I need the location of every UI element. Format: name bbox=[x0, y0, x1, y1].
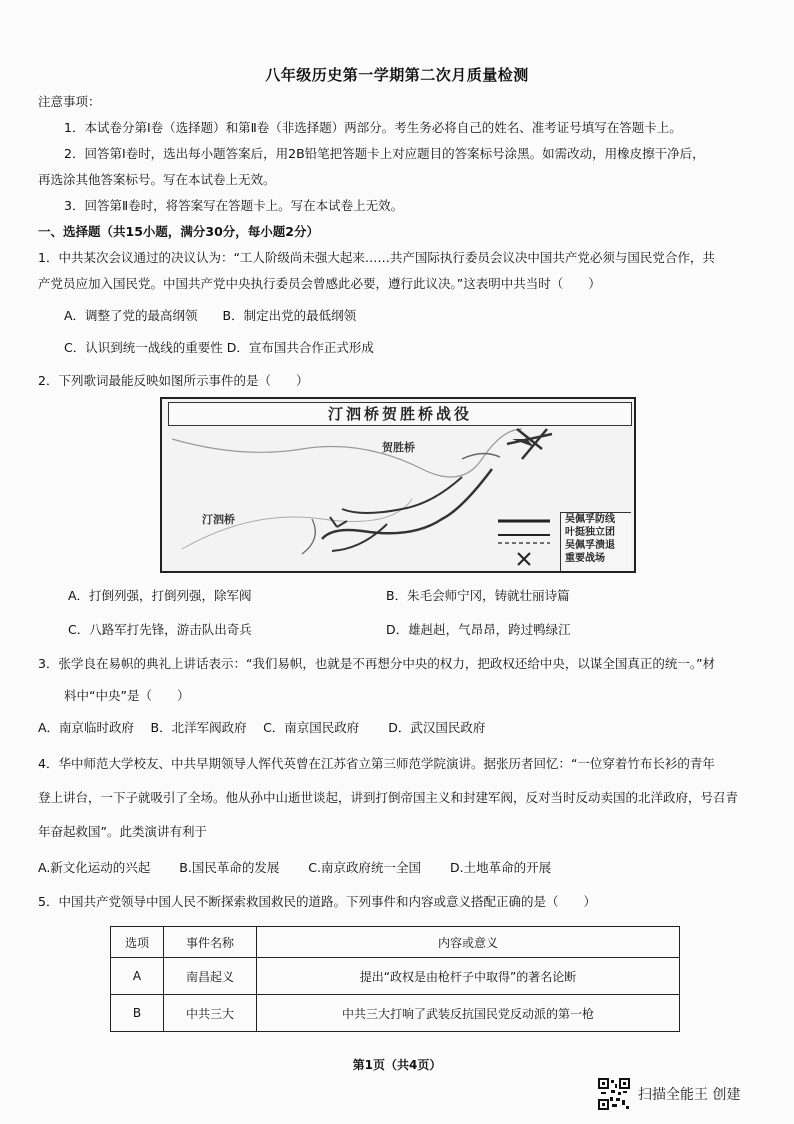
table-cell: B bbox=[111, 995, 164, 1032]
q2-option-b: B．朱毛会师宁冈，铸就壮丽诗篇 bbox=[386, 588, 570, 603]
table-header-cell: 选项 bbox=[111, 927, 164, 958]
notice-item-2: 2．回答第Ⅰ卷时，选出每小题答案后，用2B铅笔把答题卡上对应题目的答案标号涂黑。如需改动，用橡皮擦干净后， bbox=[64, 146, 705, 161]
q5-table bbox=[110, 926, 680, 1032]
page-title: 八年级历史第一学期第二次月质量检测 bbox=[265, 66, 529, 84]
q1-stem-1: 1．中共某次会议通过的决议认为：“工人阶级尚未强大起来……共产国际执行委员会议决中国共产党必须与国民党合作，共 bbox=[38, 250, 715, 265]
table-header-row bbox=[111, 927, 680, 958]
q4-options: A.新文化运动的兴起 B.国民革命的发展 C.南京政府统一全国 D.土地革命的开展 bbox=[38, 860, 552, 875]
qr-code-icon bbox=[598, 1078, 630, 1110]
legend-item-4: 重要战场 bbox=[565, 553, 605, 564]
table-cell: 南昌起义 bbox=[164, 958, 257, 995]
page-number: 第1页（共4页） bbox=[352, 1058, 442, 1072]
section-heading: 一、选择题（共15小题，满分30分，每小题2分） bbox=[38, 224, 319, 239]
q1-options-ab: A．调整了党的最高纲领 B．制定出党的最低纲领 bbox=[64, 308, 357, 323]
map-label-2: 汀泗桥 bbox=[202, 513, 235, 526]
map-label-1: 贺胜桥 bbox=[382, 441, 415, 454]
q2-option-c: C．八路军打先锋，游击队出奇兵 bbox=[68, 622, 252, 637]
table-header-cell: 事件名称 bbox=[164, 927, 257, 958]
q2-stem: 2．下列歌词最能反映如图所示事件的是（ ） bbox=[38, 373, 309, 388]
table-header-cell: 内容或意义 bbox=[257, 927, 680, 958]
q1-stem-2: 产党员应加入国民党。中国共产党中央执行委员会曾感此必要，遵行此议决。”这表明中共当时（ ） bbox=[38, 276, 601, 291]
q3-stem-1: 3．张学良在易帜的典礼上讲话表示：“我们易帜，也就是不再想分中央的权力，把政权还给中央，以谋全国真正的统一。”材 bbox=[38, 656, 716, 671]
map-legend bbox=[560, 512, 631, 571]
table-cell: 中共三大打响了武装反抗国民党反动派的第一枪 bbox=[257, 995, 680, 1032]
q3-options: A．南京临时政府 B．北洋军阀政府 C．南京国民政府 D．武汉国民政府 bbox=[38, 720, 486, 735]
table-cell: A bbox=[111, 958, 164, 995]
q4-stem-2: 登上讲台，一下子就吸引了全场。他从孙中山逝世谈起，讲到打倒帝国主义和封建军阀，反对当时反动卖国的北洋政府，号召青 bbox=[38, 790, 739, 805]
notice-item-2-cont: 再选涂其他答案标号。写在本试卷上无效。 bbox=[38, 172, 276, 187]
legend-item-2: 叶挺独立团 bbox=[565, 527, 615, 538]
q1-options-cd: C．认识到统一战线的重要性 D．宣布国共合作正式形成 bbox=[64, 340, 374, 355]
table-row bbox=[111, 958, 680, 995]
table-cell: 中共三大 bbox=[164, 995, 257, 1032]
legend-item-1: 吴佩孚防线 bbox=[565, 514, 615, 525]
notice-heading: 注意事项： bbox=[38, 94, 101, 109]
map-title: 汀泗桥贺胜桥战役 bbox=[168, 402, 632, 426]
q2-option-d: D．雄赳赳，气昂昂，跨过鸭绿江 bbox=[386, 622, 571, 637]
battle-map-figure bbox=[160, 397, 636, 573]
notice-item-1: 1．本试卷分第Ⅰ卷（选择题）和第Ⅱ卷（非选择题）两部分。考生务必将自己的姓名、准考证号填写在答题卡上。 bbox=[64, 120, 682, 135]
table-cell: 提出“政权是由枪杆子中取得”的著名论断 bbox=[257, 958, 680, 995]
q4-stem-3: 年奋起救国”。此类演讲有利于 bbox=[38, 824, 207, 839]
q3-stem-2: 料中“中央”是（ ） bbox=[64, 688, 190, 703]
legend-item-3: 吴佩孚溃退 bbox=[565, 540, 615, 551]
q2-option-a: A．打倒列强，打倒列强，除军阀 bbox=[68, 588, 252, 603]
q5-stem: 5．中国共产党领导中国人民不断探索救国救民的道路。下列事件和内容或意义搭配正确的是（ ） bbox=[38, 894, 596, 909]
scanner-watermark: 扫描全能王 创建 bbox=[638, 1087, 741, 1103]
q4-stem-1: 4．华中师范大学校友、中共早期领导人恽代英曾在江苏省立第三师范学院演讲。据张历者回忆：“一位穿着竹布长衫的青年 bbox=[38, 756, 715, 771]
table-row bbox=[111, 995, 680, 1032]
legend-symbols bbox=[492, 515, 556, 569]
notice-item-3: 3．回答第Ⅱ卷时，将答案写在答题卡上。写在本试卷上无效。 bbox=[64, 198, 404, 213]
